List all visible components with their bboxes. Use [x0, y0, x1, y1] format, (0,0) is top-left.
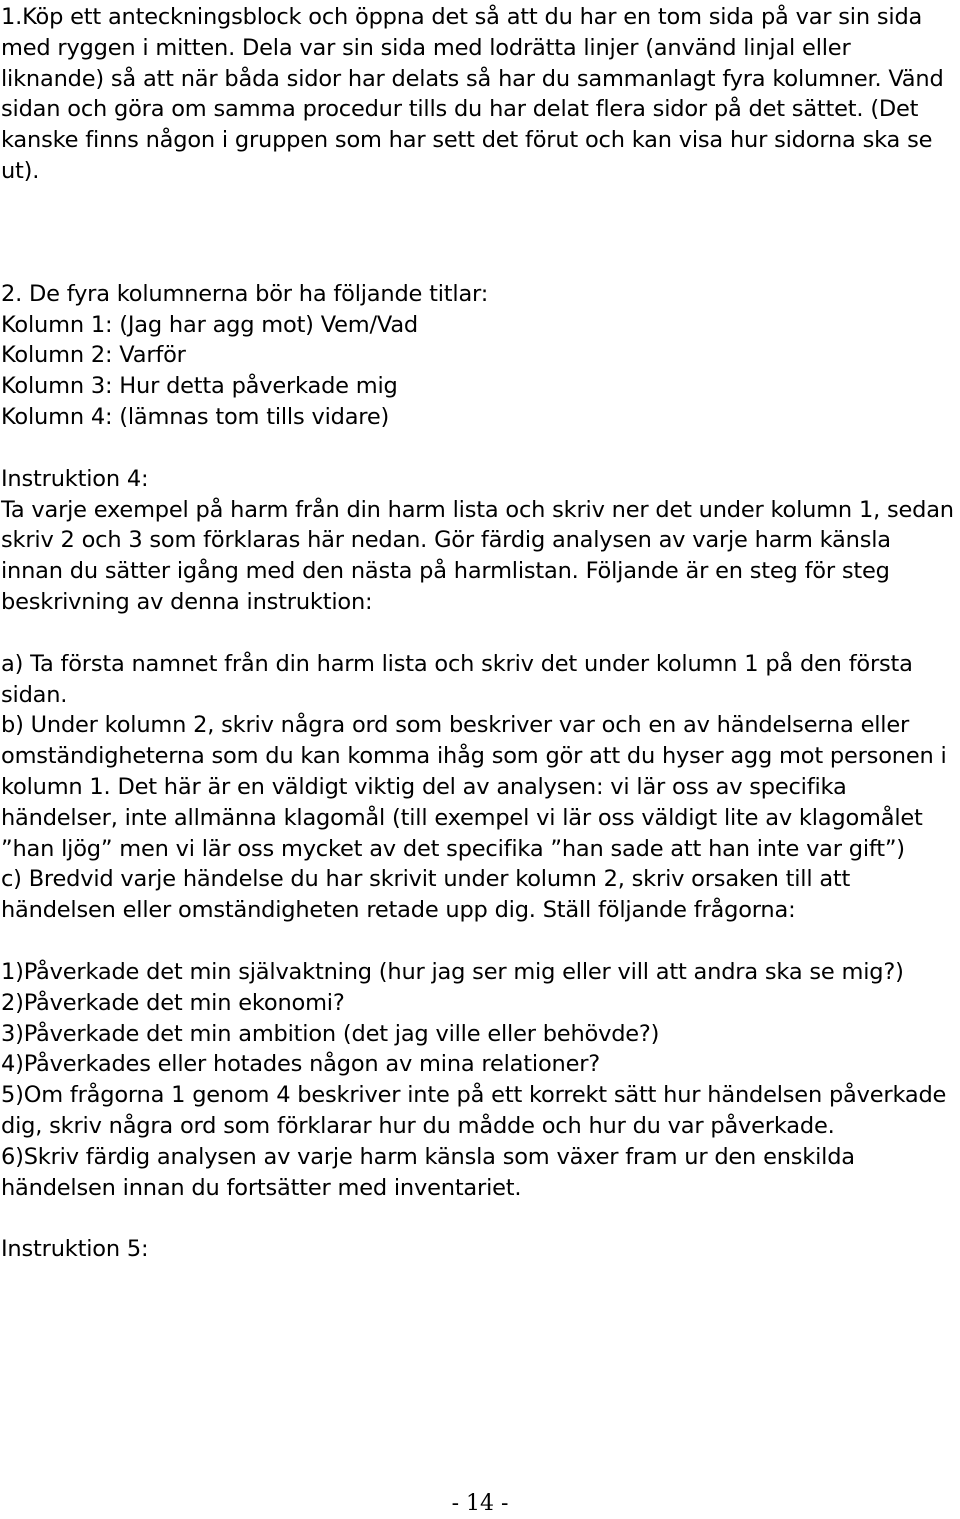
question-3: 3)Påverkade det min ambition (det jag ville eller behövde?) — [1, 1020, 660, 1047]
spacer — [1, 618, 959, 649]
column-title-3: Kolumn 3: Hur detta påverkade mig — [1, 373, 398, 400]
column-title-1: Kolumn 1: (Jag har agg mot) Vem/Vad — [1, 311, 419, 338]
step-b: b) Under kolumn 2, skriv några ord som beskriver var och en av händelserna eller omständigheterna som du kan komma ihåg som gör att du hyser agg mot personen i kolumn 1. Det här är en väldigt viktig del av analysen: vi lär oss av specifika händelser, inte allmänna klagomål (till exempel vi lär oss väldigt lite av klagomålet ”han ljög” men vi lär oss mycket av det specifika ”han sade att han inte var gift”) — [1, 712, 947, 862]
instruction-4-body: Ta varje exempel på harm från din harm lista och skriv ner det under kolumn 1, sedan skriv 2 och 3 som förklaras här nedan. Gör färdig analysen av varje harm känsla innan du sätter igång med den nästa på harmlistan. Följande är en steg för steg beskrivning av denna instruktion: — [1, 496, 954, 615]
instruction-4-heading: Instruktion 4: — [1, 465, 149, 492]
instruction-5-heading: Instruktion 5: — [1, 1236, 149, 1263]
spacer — [1, 433, 959, 464]
spacer — [1, 926, 959, 957]
column-title-4: Kolumn 4: (lämnas tom tills vidare) — [1, 403, 390, 430]
question-4: 4)Påverkades eller hotades någon av mina relationer? — [1, 1051, 601, 1078]
page-number: - 14 - — [451, 1491, 509, 1516]
column-title-2: Kolumn 2: Varför — [1, 342, 186, 369]
question-1: 1)Påverkade det min självaktning (hur jag ser mig eller vill att andra ska se mig?) — [1, 958, 904, 985]
question-6: 6)Skriv färdig analysen av varje harm känsla som växer fram ur den enskilda händelsen innan du fortsätter med inventariet. — [1, 1143, 855, 1201]
spacer — [1, 1203, 959, 1234]
document-body — [1, 2, 959, 1265]
question-5: 5)Om frågorna 1 genom 4 beskriver inte på ett korrekt sätt hur händelsen påverkade dig, skriv några ord som förklarar hur du mådde och hur du var påverkade. — [1, 1082, 947, 1139]
step-a: a) Ta första namnet från din harm lista och skriv det under kolumn 1 på den första sidan. — [1, 650, 913, 708]
question-2: 2)Påverkade det min ekonomi? — [1, 989, 345, 1016]
spacer — [1, 187, 959, 279]
step-c: c) Bredvid varje händelse du har skrivit under kolumn 2, skriv orsaken till att händelsen eller omständigheten retade upp dig. Ställ följande frågorna: — [1, 866, 851, 924]
instruction-item-2-intro: 2. De fyra kolumnerna bör ha följande titlar: — [1, 280, 489, 307]
instruction-item-1: 1.Köp ett anteckningsblock och öppna det så att du har en tom sida på var sin sida med ryggen i mitten. Dela var sin sida med lodrätta linjer (använd linjal eller liknande) så att när båda sidor har delats så har du sammanlagt fyra kolumner. Vänd sidan och göra om samma procedur tills du har delat flera sidor på det sättet. (Det kanske finns någon i gruppen som har sett det förut och kan visa hur sidorna ska se ut). — [1, 4, 944, 184]
